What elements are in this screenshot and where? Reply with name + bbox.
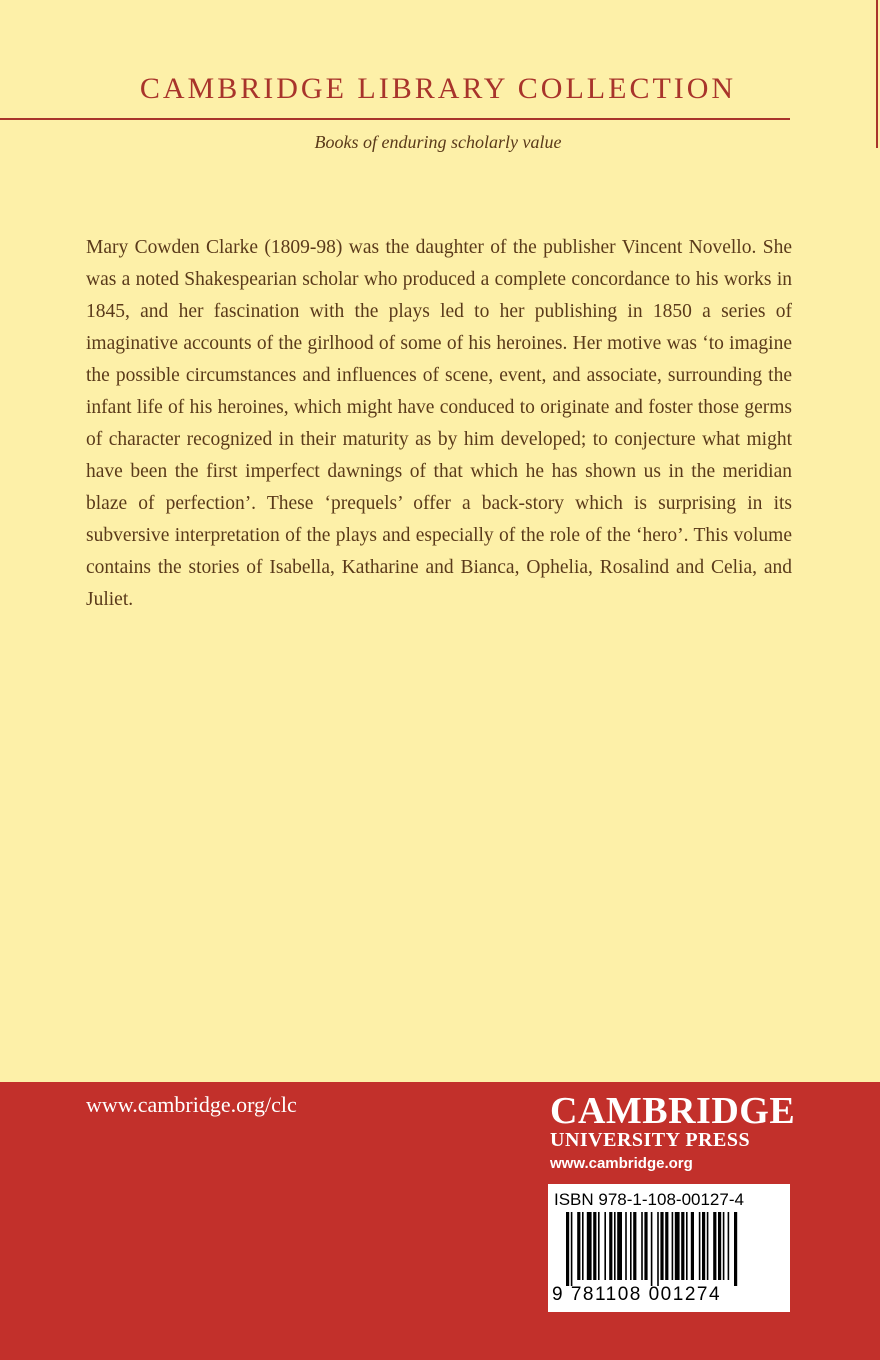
spine-edge-line <box>876 0 878 148</box>
barcode-bar <box>723 1212 725 1280</box>
barcode-bar <box>713 1212 716 1280</box>
publisher-logo-subtitle: UNIVERSITY PRESS <box>550 1129 751 1151</box>
barcode-icon <box>548 1212 790 1286</box>
barcode-bar <box>657 1212 659 1286</box>
barcode-bar <box>582 1212 584 1280</box>
barcode-bar <box>587 1212 592 1280</box>
isbn-label: ISBN 978-1-108-00127-4 <box>554 1190 744 1209</box>
barcode-bar <box>728 1212 730 1280</box>
barcode-bar <box>593 1212 596 1280</box>
barcode-bar <box>633 1212 636 1280</box>
barcode-bar <box>577 1212 580 1280</box>
barcode-bar <box>672 1212 674 1280</box>
series-tagline: Books of enduring scholarly value <box>314 132 562 152</box>
header-divider <box>0 118 790 120</box>
barcode-bar <box>614 1212 616 1280</box>
barcode-bar <box>609 1212 612 1280</box>
barcode-bar <box>660 1212 663 1280</box>
barcode-bar <box>566 1212 569 1286</box>
barcode-bar <box>675 1212 680 1280</box>
barcode-bar <box>630 1212 632 1280</box>
isbn-barcode-block <box>548 1184 790 1312</box>
barcode-bar <box>681 1212 684 1280</box>
barcode-bar <box>651 1212 653 1286</box>
barcode-bar <box>571 1212 573 1286</box>
barcode-bar <box>691 1212 694 1280</box>
barcode-bar <box>665 1212 668 1280</box>
barcode-bar <box>641 1212 643 1280</box>
series-title: CAMBRIDGE LIBRARY COLLECTION <box>139 72 737 105</box>
barcode-bar <box>686 1212 688 1280</box>
barcode-bar <box>734 1212 737 1286</box>
barcode-bar <box>617 1212 622 1280</box>
barcode-digits: 9 781108 001274 <box>552 1284 722 1305</box>
publisher-logo-name: CAMBRIDGE <box>550 1090 796 1132</box>
book-description: Mary Cowden Clarke (1809-98) was the daughter of the publisher Vincent Novello. She was a noted Shakespearian scholar who produced a complete concordance to his works in 1845, and her fascination with the plays led to her publishing in 1850 a series of imaginative accounts of the girlhood of some of his heroines. Her motive was ‘to imagine the possible circumstances and influences of scene, event, and associate, surrounding the infant life of his heroines, which might have conduced to originate and foster those germs of character recognized in their maturity as by him developed; to conjecture what might have been the first imperfect dawnings of that which he has shown us in the meridian blaze of perfection’. These ‘prequels’ offer a back-story which is surprising in its subversive interpretation of the plays and especially of the role of the ‘hero’. This volume contains the stories of Isabella, Katharine and Bianca, Ophelia, Rosalind and Celia, and Juliet. <box>86 237 792 610</box>
barcode-bar <box>625 1212 627 1280</box>
barcode-bar <box>604 1212 606 1280</box>
publisher-url-link[interactable]: www.cambridge.org <box>550 1155 693 1172</box>
barcode-bar <box>702 1212 705 1280</box>
series-url-link[interactable]: www.cambridge.org/clc <box>86 1092 297 1117</box>
barcode-bar <box>718 1212 721 1280</box>
barcode-bar <box>699 1212 701 1280</box>
barcode-bar <box>644 1212 647 1280</box>
barcode-bar <box>598 1212 600 1280</box>
barcode-bar <box>707 1212 709 1280</box>
